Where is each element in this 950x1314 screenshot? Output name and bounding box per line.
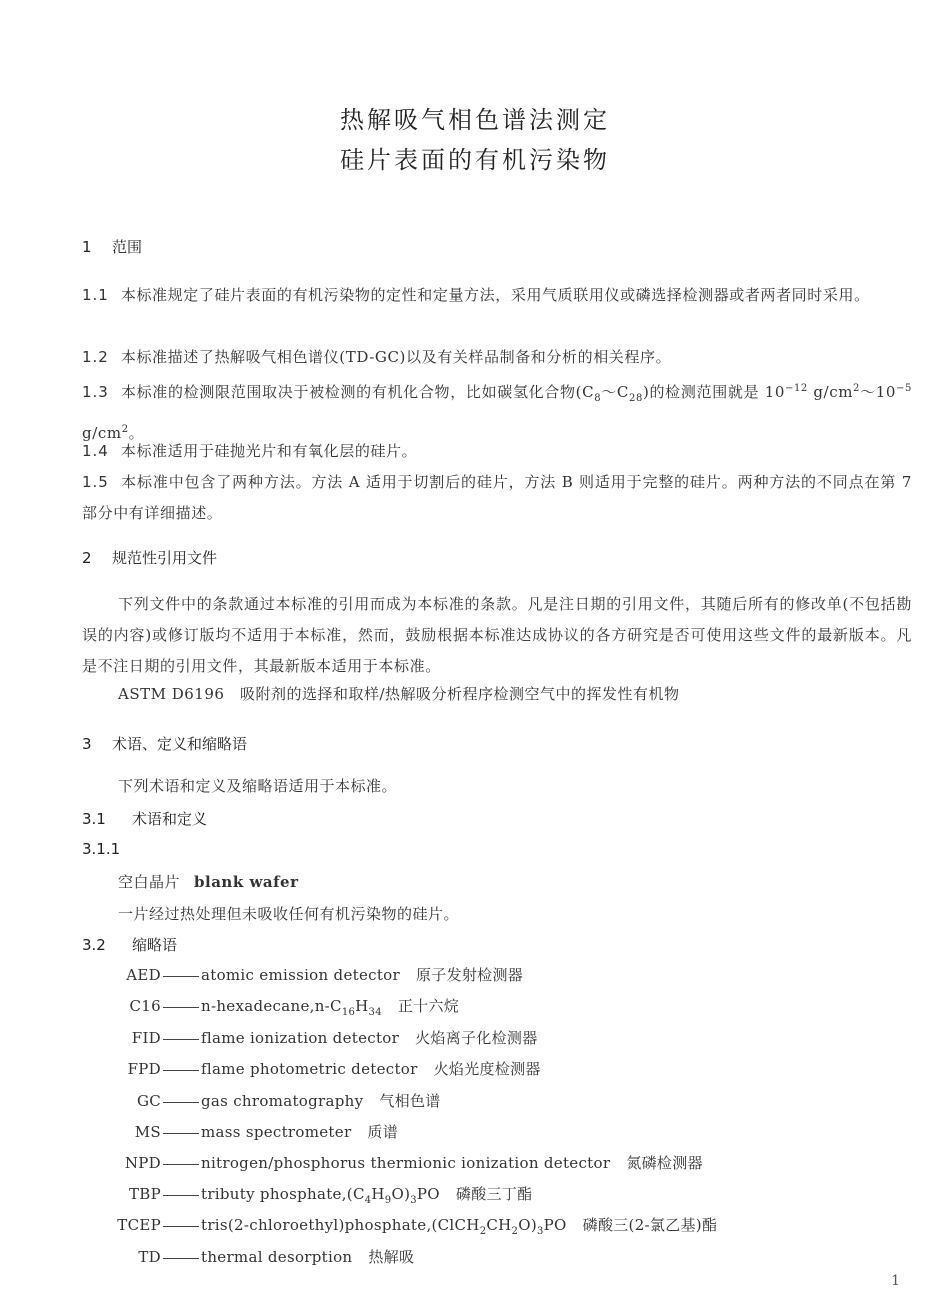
section-number: 3: [82, 735, 92, 753]
section-title: 术语和定义: [132, 810, 208, 828]
abbreviation-english: O): [518, 1216, 537, 1234]
dash-separator: [163, 1102, 199, 1103]
section-3-intro: 下列术语和定义及缩略语适用于本标准。: [118, 777, 398, 795]
abbreviation-key: TBP: [128, 1185, 161, 1203]
term-entry: [118, 871, 298, 892]
clause-1-1: [82, 280, 912, 311]
abbreviation-key: FID: [131, 1029, 161, 1047]
term-chinese: 空白晶片: [118, 873, 181, 891]
subscript: 8: [594, 393, 602, 404]
clause-text: 本标准适用于硅抛光片和有氧化层的硅片。: [120, 442, 418, 460]
section-3-heading: [82, 733, 247, 754]
abbreviation-english: H: [371, 1185, 385, 1203]
abbreviation-chinese: 正十六烷: [397, 997, 460, 1015]
section-number: 2: [82, 549, 92, 567]
abbreviation-key: TD: [138, 1248, 161, 1266]
abbreviation-key: AED: [126, 966, 161, 984]
title-line-2: 硅片表面的有机污染物: [340, 146, 610, 174]
subscript: 2: [511, 1226, 519, 1237]
abbreviation-row: [0, 1027, 950, 1048]
normative-reference: ASTM D6196 吸附剂的选择和取样/热解吸分析程序检测空气中的挥发性有机物: [118, 685, 680, 703]
abbreviation-chinese: 火焰光度检测器: [433, 1060, 541, 1078]
page-number: 1: [891, 1273, 900, 1289]
abbreviation-english: tris(2-chloroethyl)phosphate,(ClCH: [201, 1216, 480, 1234]
subscript: 3: [410, 1195, 417, 1206]
dash-separator: [163, 1195, 199, 1196]
abbreviation-key: C16: [129, 997, 161, 1015]
term-english: blank wafer: [194, 873, 299, 891]
dash-separator: [163, 1164, 199, 1165]
clause-number: 1.5: [82, 473, 109, 491]
abbreviation-row: [0, 1246, 950, 1267]
clause-text: 本标准描述了热解吸气相色谱仪(TD-GC)以及有关样品制备和分析的相关程序。: [120, 348, 672, 366]
section-2-heading: [82, 547, 217, 568]
superscript: −5: [896, 383, 913, 394]
abbreviation-row: [0, 1058, 950, 1079]
abbreviation-english: nitrogen/phosphorus thermionic ionization detector: [201, 1154, 611, 1172]
clause-text: ～C: [601, 383, 630, 401]
abbreviation-row: [0, 964, 950, 985]
clause-number: 1.1: [82, 286, 109, 304]
section-title: 缩略语: [132, 936, 178, 954]
subscript: 4: [364, 1195, 372, 1206]
dash-separator: [163, 1007, 199, 1008]
clause-text: g/cm: [807, 383, 854, 401]
abbreviation-chinese: 磷酸三(2-氯乙基)酯: [582, 1216, 718, 1234]
abbreviation-key: GC: [136, 1092, 161, 1110]
section-number: 3.1: [82, 810, 106, 828]
superscript: −12: [784, 383, 808, 394]
section-3-1-1-heading: [82, 840, 120, 858]
clause-number: 1.3: [82, 383, 109, 401]
abbreviation-chinese: 气相色谱: [379, 1092, 441, 1110]
section-3-2-heading: [82, 934, 177, 955]
subscript: 28: [629, 393, 643, 404]
dash-separator: [163, 1070, 199, 1071]
abbreviation-english: CH: [486, 1216, 512, 1234]
subscript: 16: [341, 1007, 356, 1018]
abbreviation-row: [0, 1090, 950, 1111]
section-number: 3.2: [82, 936, 106, 954]
dash-separator: [163, 1133, 199, 1134]
dash-separator: [163, 976, 199, 977]
abbreviation-key: TCEP: [117, 1216, 161, 1234]
section-3-1-heading: [82, 808, 207, 829]
term-definition: 一片经过热处理但未吸收任何有机污染物的硅片。: [118, 905, 460, 923]
abbreviation-row: [0, 1214, 950, 1237]
clause-text: ～10: [860, 383, 897, 401]
abbreviation-english: PO: [543, 1216, 567, 1234]
abbreviation-english: tributy phosphate,(C: [201, 1185, 365, 1203]
section-2-paragraph: 下列文件中的条款通过本标准的引用而成为本标准的条款。凡是注日期的引用文件，其随后所有的修改单(不包括勘误的内容)或修订版均不适用于本标准，然而，鼓励根据本标准达成协议的各方研究是否可使用这些文件的最新版本。凡是不注日期的引用文件，其最新版本适用于本标准。: [82, 595, 912, 675]
dash-separator: [163, 1226, 199, 1227]
abbreviation-row: [0, 995, 950, 1018]
abbreviation-english: gas chromatography: [201, 1092, 364, 1110]
abbreviation-row: [0, 1121, 950, 1142]
clause-number: 1.4: [82, 442, 109, 460]
abbreviation-english: n-hexadecane,n-C: [201, 997, 342, 1015]
abbreviation-chinese: 火焰离子化检测器: [415, 1029, 538, 1047]
abbreviation-chinese: 质谱: [367, 1123, 399, 1141]
abbreviation-row: [0, 1183, 950, 1206]
abbreviation-english: thermal desorption: [201, 1248, 353, 1266]
abbreviation-english: atomic emission detector: [201, 966, 400, 984]
section-number: 1: [82, 238, 92, 256]
abbreviation-key: NPD: [124, 1154, 161, 1172]
abbreviation-english: mass spectrometer: [201, 1123, 352, 1141]
section-title: 规范性引用文件: [112, 549, 218, 567]
clause-text: 本标准的检测限范围取决于被检测的有机化合物，比如碳氢化合物(C: [120, 383, 595, 401]
abbreviation-english: flame ionization detector: [201, 1029, 400, 1047]
clause-1-5: [82, 467, 912, 529]
superscript: 2: [853, 383, 860, 394]
dash-separator: [163, 1039, 199, 1040]
title-line-1: 热解吸气相色谱法测定: [340, 106, 610, 134]
abbreviation-chinese: 氮磷检测器: [626, 1154, 703, 1172]
clause-1-2: [82, 342, 912, 373]
abbreviation-english: O): [391, 1185, 411, 1203]
subscript: 9: [384, 1195, 392, 1206]
abbreviation-row: [0, 1152, 950, 1173]
section-number: 3.1.1: [82, 840, 121, 858]
clause-1-4: [82, 436, 912, 467]
subscript: 2: [479, 1226, 487, 1237]
subscript: 34: [368, 1007, 382, 1018]
clause-text: 本标准规定了硅片表面的有机污染物的定性和定量方法，采用气质联用仪或磷选择检测器或者两者同时采用。: [120, 286, 870, 304]
section-1-heading: [82, 236, 142, 257]
abbreviation-chinese: 热解吸: [368, 1248, 415, 1266]
abbreviation-chinese: 磷酸三丁酯: [455, 1185, 533, 1203]
clause-text: )的检测范围就是 10: [642, 383, 785, 401]
subscript: 3: [536, 1226, 544, 1237]
section-title: 术语、定义和缩略语: [112, 735, 248, 753]
dash-separator: [163, 1258, 199, 1259]
abbreviation-english: PO: [416, 1185, 440, 1203]
abbreviation-english: flame photometric detector: [201, 1060, 418, 1078]
section-title: 范围: [112, 238, 143, 256]
abbreviation-chinese: 原子发射检测器: [415, 966, 524, 984]
abbreviation-key: FPD: [127, 1060, 161, 1078]
clause-text: 本标准中包含了两种方法。方法 A 适用于切割后的硅片，方法 B 则适用于完整的硅片。两种方法的不同点在第 7 部分中有详细描述。: [82, 473, 912, 522]
abbreviation-key: MS: [134, 1123, 161, 1141]
abbreviation-english: H: [355, 997, 369, 1015]
clause-text: 。: [128, 424, 145, 442]
clause-text: g/cm: [82, 424, 122, 442]
clause-number: 1.2: [82, 348, 109, 366]
superscript: 2: [121, 424, 129, 435]
